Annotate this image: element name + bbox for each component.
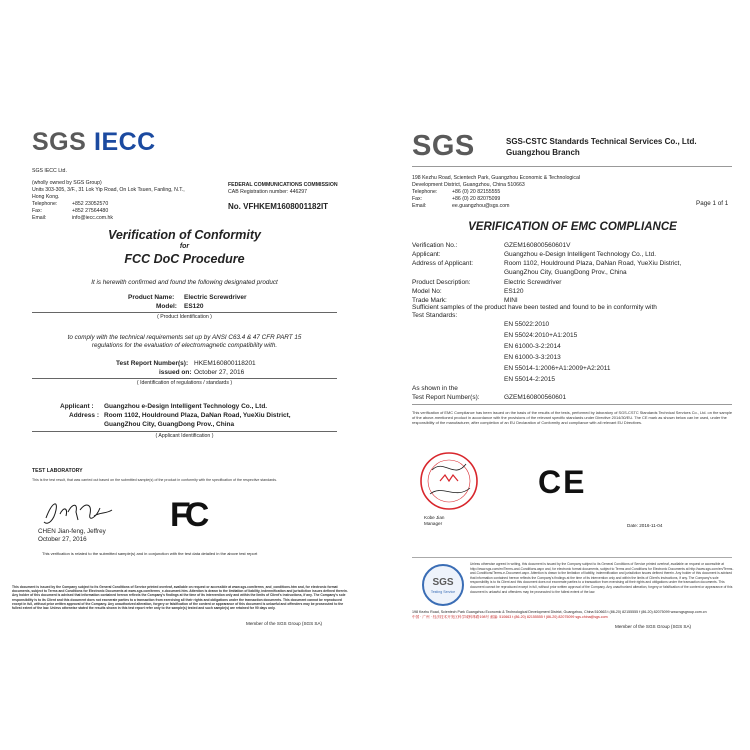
sgs-logo: SGS [32,128,87,156]
test-report-value: HKEM160800118201 [194,360,256,367]
address-line-2: GuangZhou City, GuangDong Prov., China [104,421,235,428]
divider [412,404,732,405]
sufficient-samples: Sufficient samples of the product have been tested and found to be in conformity with [412,304,657,311]
certificate-number: No. VFHKEM1608001182IT [228,202,329,211]
telephone-label: Telephone: [32,201,58,207]
signer-title: Manager [424,521,443,526]
comply-line-2: regulations for the evaluation of electromagnetic compatibility with. [91,342,278,349]
fine-print: Unless otherwise agreed in writing, this document is issued by the Company subject to its General Conditions of Service printed overleaf, available on request or accessible at http://www.sgs.com/en/Terms-and-Conditions.aspx and, for electronic format documents, subject to Terms and Conditions for Electronic Documents at http://www.sgs.com/en/Terms-and-Conditions/Terms-e-Document.aspx. Attention is drawn to the limitation of liability, indemnification and jurisdiction issues defined therein. Any holder of this document is advised that information contained hereon reflects the Company's findings at the time of its intervention only and within the limits of Client's instructions, if any. The Company's sole responsibility is to its Client and this document does not exonerate parties to a transaction from exercising all their rights and obligations under the transaction documents. This document cannot be reproduced except in full, without prior written approval of the Company. Any unauthorized alteration, forgery or falsification of the content or appearance of this document is unlawful and offenders may be prosecuted to the fullest extent of the law. [470,562,734,594]
iecc-logo: IECC [94,128,156,156]
fcc-logo: FC [170,496,204,534]
regulation-identification: ( Identification of regulations / standards ) [136,380,233,386]
email-label: Email: [412,203,427,209]
divider [412,557,732,558]
cab-registration: CAB Registration number: 446297 [228,189,308,195]
standard-item: EN 55022:2010 [504,321,550,328]
applicant-identification: ( Applicant Identification ) [155,433,214,439]
page-number: Page 1 of 1 [696,200,729,207]
ce-mark: CE [538,464,587,500]
product-name-label: Product Name: [128,294,175,301]
sgs-testing-seal [422,564,464,606]
issued-label: issued on: [159,369,192,376]
email-label: Email: [32,215,47,221]
standard-item: EN 55014-2:2015 [504,376,555,383]
disclaimer-text: This document is issued by the Company subject to its General Conditions of Service printed overleaf, available on request or accessible at www.sgs.com/terms_and_conditions.htm and, for electronic format documents, subject to Terms and Conditions for Electronic Documents at www.sgs.com/terms_e-document.htm. Attention is drawn to the limitation of liability, indemnification and jurisdiction issues defined therein. Any holder of this document is advised that information contained hereon reflects the Company's findings at the time of its intervention only and within the limits of Client's instructions, if any. The Company's sole responsibility is to its Client and this document does not exonerate parties to a transaction from exercising all their rights and obligations under the transaction documents. This document cannot be reproduced except in full, without prior written approval of the Company. Any unauthorized alteration, forgery or falsification of the content or appearance of this document is unlawful and offenders may be prosecuted to the fullest extent of the law. Unless otherwise stated the results shown in this test report refer only to the sample(s) tested and such sample(s) are retained for 90 days only. [12,585,348,611]
fax-value: +86 (0) 20 82075099 [452,196,501,202]
seal-subtitle: Testing Service [430,590,456,594]
row-label: Trade Mark: [412,297,447,304]
lab-address-2: Hong Kong. [32,194,60,200]
emc-verification-page [400,120,745,630]
test-report-label: Test Report Number(s): [412,394,480,401]
issue-date: Date: 2016-11-04 [627,523,663,528]
issued-value: October 27, 2016 [194,369,245,376]
standard-item: EN 61000-3-3:2013 [504,354,561,361]
applicant-label: Applicant : [60,403,94,410]
title-for: for [179,243,190,250]
fax-label: Fax: [32,208,43,214]
company-branch: Guangzhou Branch [506,148,580,157]
row-value: ES120 [504,288,524,295]
row-value: GZEM160800560601V [504,242,571,249]
sample-note: This verification is related to the submitted sample(s) and in conjunction with the test data detailed in the above test report [42,551,258,556]
member-note: Member of the SGS Group (SGS SA) [615,624,692,629]
row-value: Room 1102, Houldround Plaza, DaNan Road, YueXiu District, [504,260,682,267]
address-line-1: Room 1102, Houldround Plaza, DaNan Road, YueXiu District, [104,412,291,419]
signer-name: Kobe Jian [424,515,445,520]
owned-by: (wholly owned by SGS Group) [32,180,102,186]
footer-address-cn: 中国 · 广州 · 经济技术开发区科学城科珠路198号 邮编: 510663 t (86-20) 82155555 f (86-20) 82075099 sgs.china@sgs.com [412,615,608,619]
as-shown-in: As shown in the [412,385,458,392]
row-value: Electric Screwdriver [504,279,562,286]
company-address-2: Development District, Guangzhou, China 510663 [412,182,525,188]
row-label: Model No: [412,288,442,295]
fax-label: Fax: [412,196,423,202]
title-verification: Verification of Conformity [107,228,261,242]
title-emc-compliance: VERIFICATION OF EMC COMPLIANCE [468,221,677,233]
signatory-name: CHEN Jian-feng, Jeffrey [38,528,106,535]
test-report-value: GZEM160800560601 [504,394,567,401]
test-laboratory-note: This is the test result, that was carried out based on the submitted sample(s) of the product in conformity with the specification of the respective standards. [32,478,278,482]
row-label: Verification No.: [412,242,458,249]
seal-sgs-text: SGS [432,577,454,588]
company-address-1: 198 Kezhu Road, Scientech Park, Guangzhou Economic & Technological [412,175,581,181]
standard-item: EN 55024:2010+A1:2015 [504,332,578,339]
telephone-value: +852 23052570 [72,201,109,207]
applicant-value: Guangzhou e-Design Intelligent Technology Co., Ltd. [104,403,268,410]
test-report-label: Test Report Number(s): [116,360,189,367]
row-label: Address of Applicant: [412,260,474,267]
tel-label: Telephone: [412,189,438,195]
fax-value: +852 27564480 [72,208,109,214]
comply-line-1: to comply with the technical requirements set up by ANSI C63.4 & 47 CFR PART 15 [67,334,302,341]
test-standards-label: Test Standards: [412,312,458,319]
divider [412,166,732,167]
lab-address-1: Units 303-305, 3/F., 31 Lok Yip Road, On Lok Tsuen, Fanling, N.T., [32,187,185,193]
row-value: GuangZhou City, GuangDong Prov., China [504,269,627,276]
tel-value: +86 (0) 20 82155555 [452,189,501,195]
company-name: SGS-CSTC Standards Technical Services Co., Ltd. [506,137,697,146]
fcc-heading: FEDERAL COMMUNICATIONS COMMISSION [228,182,338,188]
product-name-value: Electric Screwdriver [184,294,247,301]
title-procedure: FCC DoC Procedure [124,252,245,266]
test-laboratory-heading: TEST LABORATORY [32,468,83,474]
divider [32,378,337,379]
address-label: Address : [69,412,99,419]
member-note: Member of the SGS Group (SGS SA) [246,621,323,626]
email-value: ee.guangzhou@sgs.com [452,203,510,209]
lab-name: SGS IECC Ltd. [32,168,67,174]
row-value: Guangzhou e-Design Intelligent Technology Co., Ltd. [504,251,657,258]
divider [32,312,337,313]
intro-text: It is herewith confirmed and found the following designated product [91,279,278,286]
fcc-verification-page [12,120,357,630]
email-value: info@iecc.com.hk [72,215,114,221]
standard-item: EN 55014-1:2006+A1:2009+A2:2011 [504,365,611,372]
row-label: Applicant: [412,251,441,258]
row-label: Product Description: [412,279,471,286]
sgs-logo: SGS [412,130,475,162]
row-value: MINI [504,297,518,304]
verification-body-text: This verification of EMC Compliance has been issued on the basis of the results of the tests, performed by laboratory of SGS-CSTC Standards Technical Services Co., Ltd. on the sample of the above-mentioned product in accordance with the provisions of the relevant specific standards under Directive 2014/30/EU. The CE mark as shown below can be used, under the responsibility of the manufacturer, after completion of an EU Declaration of Conformity and compliance with all relevant EU Directives. [412,410,732,426]
footer-address: 198 Kezhu Road, Scientech Park Guangzhou Economic & Technological Development District, Guangzhou, China 510663 t (86-20) 82155555 f (86-20) 82075099 www.sgsgroup.com.cn [412,610,707,614]
divider [32,431,337,432]
product-identification: ( Product Identification ) [157,314,212,320]
signatory-date: October 27, 2016 [38,536,87,543]
model-value: ES120 [184,303,204,310]
model-label: Model: [156,303,177,310]
signature-jeffrey [38,496,118,530]
standard-item: EN 61000-3-2:2014 [504,343,561,350]
red-company-stamp [414,450,484,512]
